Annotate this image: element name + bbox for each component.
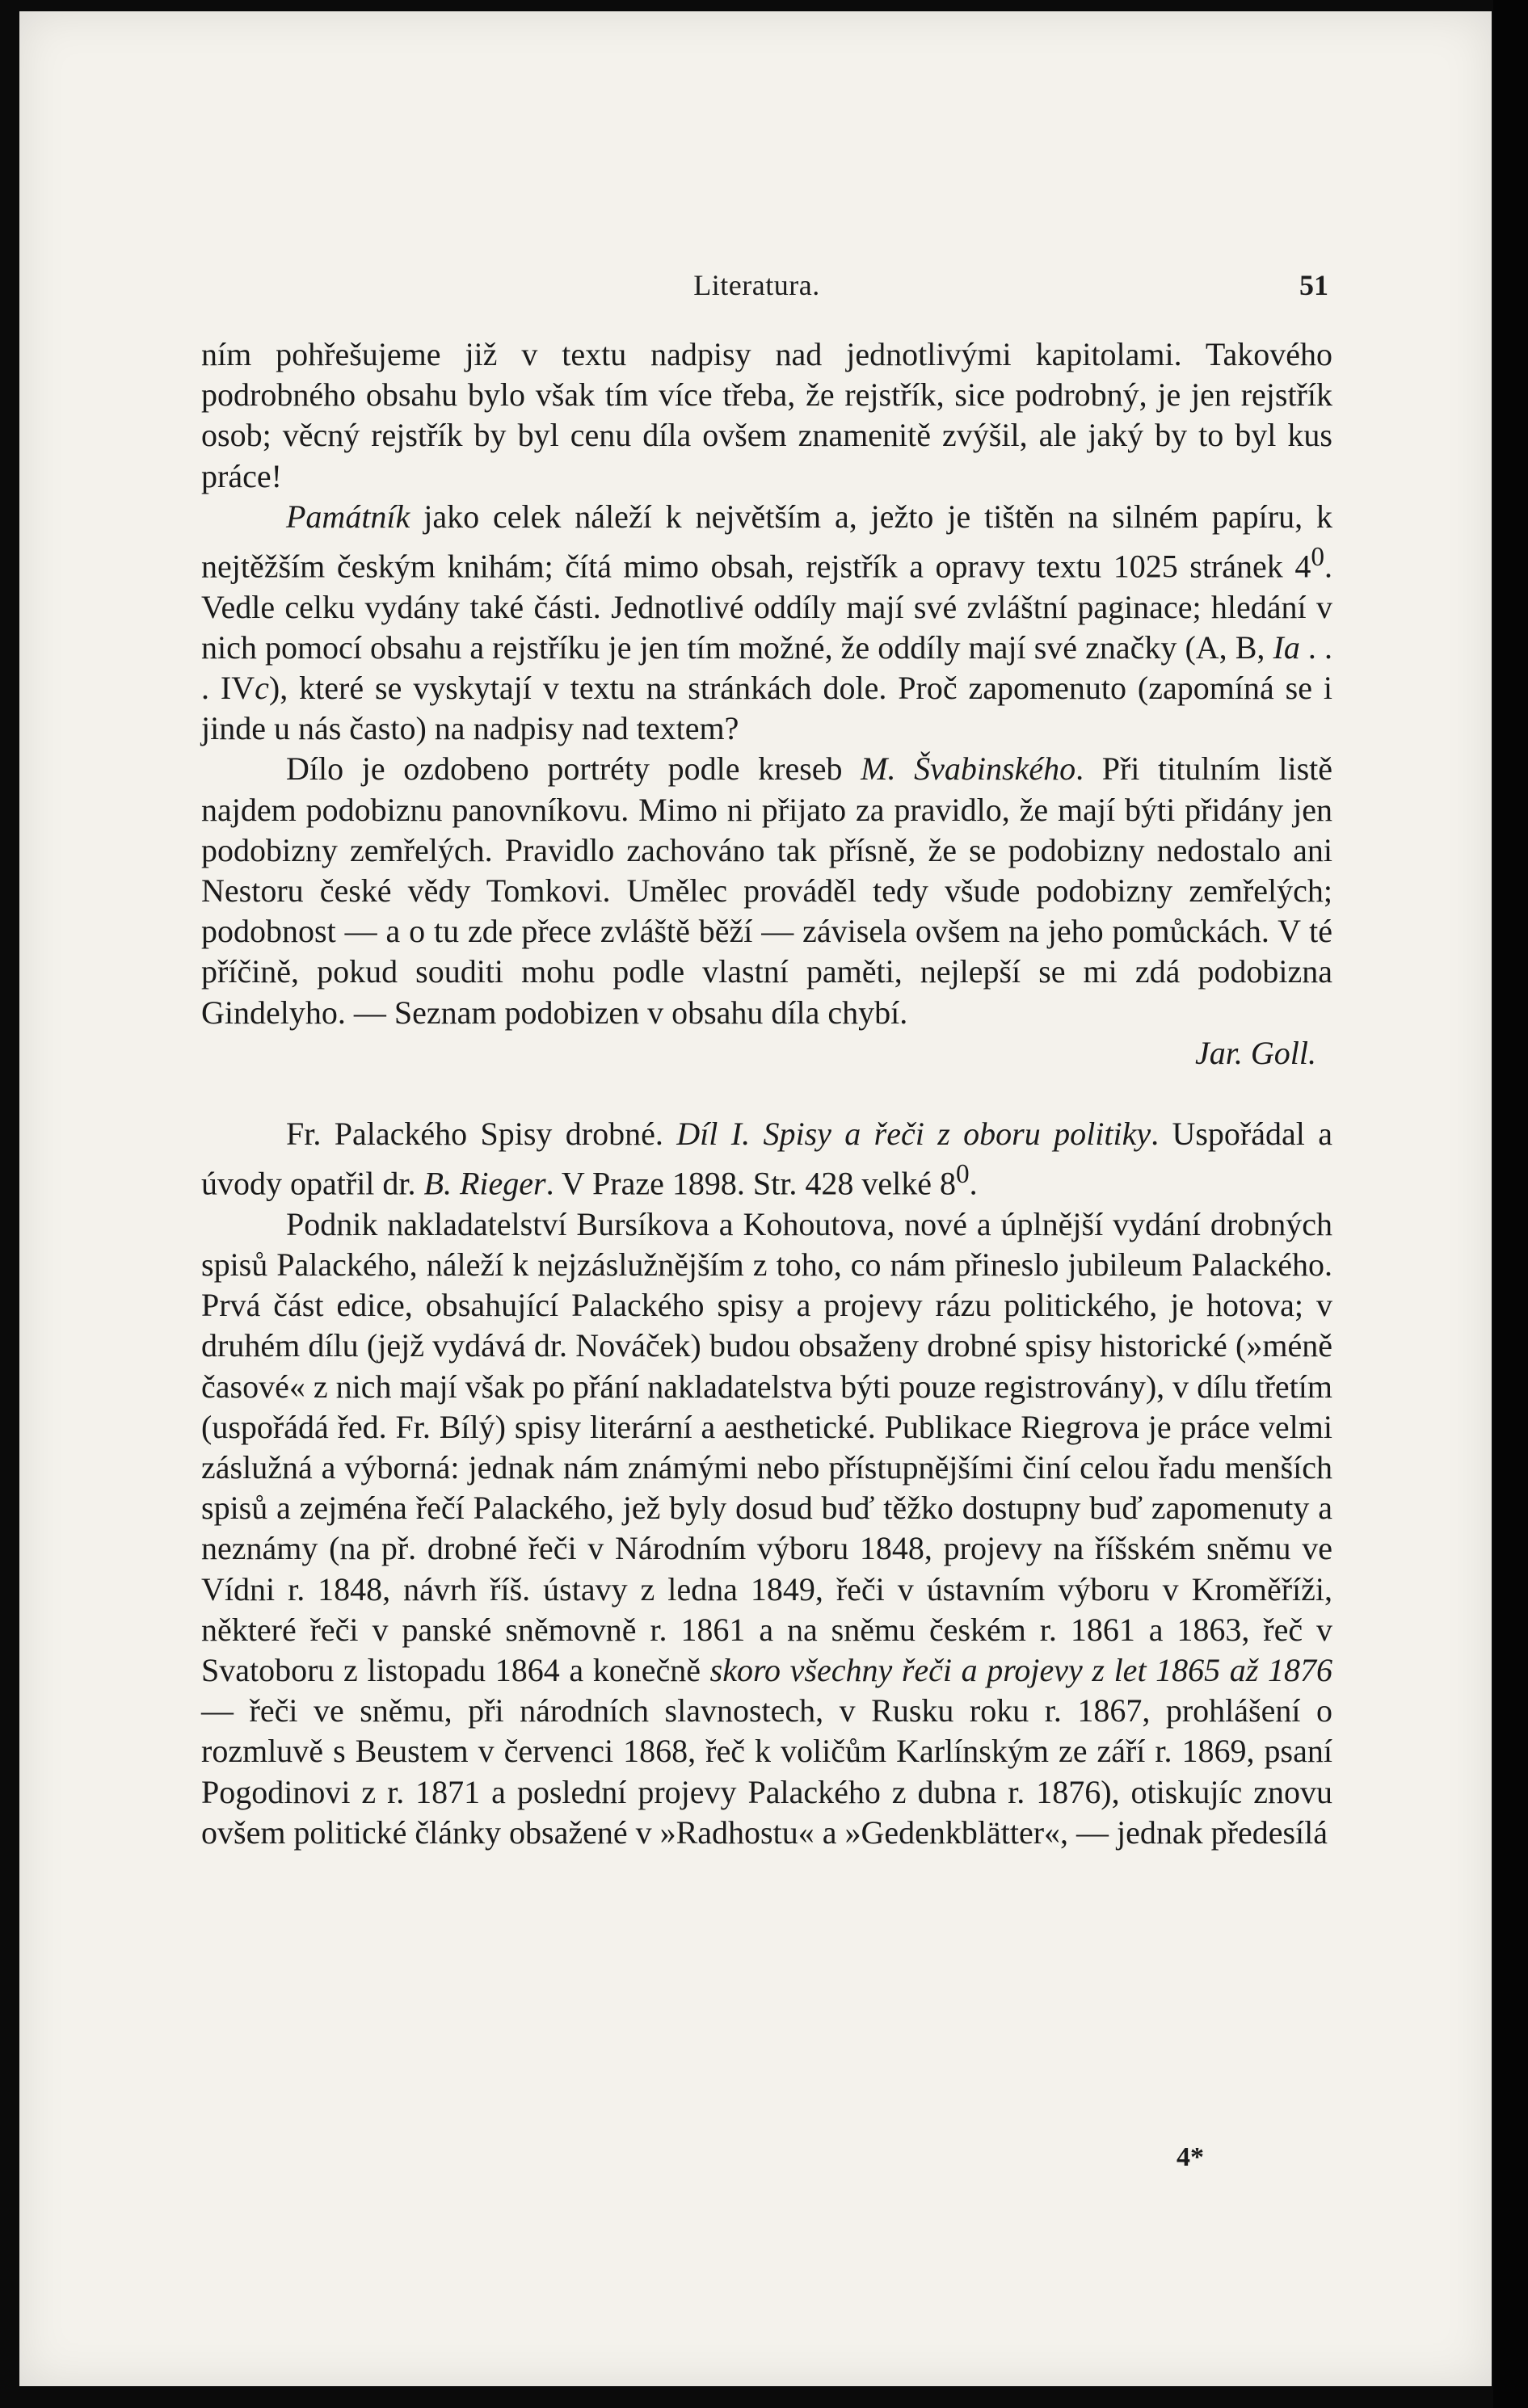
text-run: — řeči ve sněmu, při národních slavnostech, v Rusku roku r. 1867, prohlášení o rozmluvě s Beustem v červenci 1868, řeč k voličům Karlínským ze září r. 1869, psaní Pogodinovi z r. 1871 a poslední projevy Palackého z dubna r. 1876), otiskujíc znovu ovšem politické články obsažené v »Radhostu« a »Gedenkblätter«, — jednak předesílá xyxy=(201,1692,1332,1851)
reviewer-signature: Jar. Goll. xyxy=(1195,1034,1316,1071)
artist-name: M. Švabinského xyxy=(861,750,1076,788)
text-run: . V Praze 1898. Str. 428 velké 8 xyxy=(545,1165,956,1202)
text-run: Dílo je ozdobeno portréty podle kreseb xyxy=(286,750,861,788)
text-run: jako celek náleží k největším a, ježto je tištěn na silném papíru, k nejtěžším českým knihám; čítá mimo obsah, rejstřík a opravy textu 1025 stránek 4 xyxy=(201,498,1332,585)
text-run: . . . IV xyxy=(201,628,1333,706)
text-run: Fr. Palackého Spisy drobné. xyxy=(286,1115,677,1152)
editor-name: B. Rieger xyxy=(423,1165,546,1202)
text-run: . Uspořádal a úvody opatřil dr. xyxy=(201,1115,1333,1202)
scan-edge-bar xyxy=(1493,0,1528,2408)
work-title: Památník xyxy=(286,498,410,535)
text-run: ním pohřešujeme již v textu nadpisy nad jednotlivými kapitolami. Takového podrobného obsahu bylo však tím více třeba, že rejstřík, sice podrobný, je jen rejstřík osob; věcný rejstřík by byl cenu díla ovšem znamenitě zvýšil, ale jaký by to byl kus práce! xyxy=(201,336,1332,494)
text-run: . xyxy=(969,1165,978,1202)
paragraph-pamatnik xyxy=(201,497,1332,750)
text-run: ), které se vyskytají v textu na stránkách dole. Proč zapomenuto (zapomíná se i jinde u nás často) na nadpisy nad textem? xyxy=(201,669,1333,747)
superscript: 0 xyxy=(955,1159,970,1190)
review-heading xyxy=(201,1114,1332,1204)
book-page xyxy=(19,11,1492,2386)
superscript: 0 xyxy=(1311,542,1324,573)
paragraph-continuation xyxy=(201,334,1332,497)
text-run: Podnik nakladatelství Bursíkova a Kohoutova, nové a úplnější vydání drobných spisů Palackého, náleží k nejzáslužnějším z toho, co nám přineslo jubileum Palackého. Prvá část edice, obsahující Palackého spisy a projevy rázu politického, je hotova; v druhém dílu (jejž vydává dr. Nováček) budou obsaženy drobné spisy historické (»méně časové« z nich mají však po přání nakladatelstva býti pouze registrovány), v dílu třetím (uspořádá řed. Fr. Bílý) spisy literární a aesthetické. Publikace Riegrova je práce velmi záslužná a výborná: jednak nám známými nebo přístupnějšími činí celou řadu menších spisů a zejména řečí Palackého, jež byly dosud buď těžko dostupny buď zapomenuty a neznámy (na př. drobné řeči v Národním výboru 1848, projevy na říšském sněmu ve Vídni r. 1848, návrh říš. ústavy z ledna 1849, řeči v ústavním výboru v Kroměříži, některé řeči v panské sněmovně r. 1861 a na sněmu českém r. 1861 a 1863, řeč v Svatoboru z listopadu 1864 a konečně xyxy=(201,1205,1332,1688)
running-title: Literatura. xyxy=(693,269,820,301)
italic-mark: c xyxy=(255,669,269,706)
paragraph-portraits xyxy=(201,749,1332,1032)
page-header xyxy=(185,268,1328,309)
paragraph-review-body xyxy=(201,1204,1332,1853)
section-gap xyxy=(201,1074,1332,1114)
text-run: . Při titulním listě najdem podobiznu panovníkovu. Mimo ni přijato za pravidlo, že mají býti přidány jen podobizny zemřelých. Pravidlo zachováno tak přísně, že se podobizny nedostalo ani Nestoru české vědy Tomkovi. Umělec prováděl tedy všude podobizny zemřelých; podobnost — a o tu zde přece zvláště běží — závisela ovšem na jeho pomůckách. V té příčině, pokud souditi mohu podle vlastní paměti, nejlepší se mi zdá podobizna Gindelyho. — Seznam podobizen v obsahu díla chybí. xyxy=(201,750,1332,1031)
italic-quote: skoro všechny řeči a projevy z let 1865 až 1876 xyxy=(709,1651,1332,1688)
volume-title: Díl I. Spisy a řeči z oboru politiky xyxy=(676,1115,1151,1152)
page-number: 51 xyxy=(1299,269,1328,301)
italic-mark: Ia xyxy=(1273,628,1300,666)
text-run: . Vedle celku vydány také části. Jednotlivé oddíly mají své zvláštní paginace; hledání v nich pomocí obsahu a rejstříku je jen tím možné, že oddíly mají své značky (A, B, xyxy=(201,548,1332,666)
signature-mark: 4* xyxy=(1177,2142,1204,2172)
body-text xyxy=(201,334,1332,1853)
